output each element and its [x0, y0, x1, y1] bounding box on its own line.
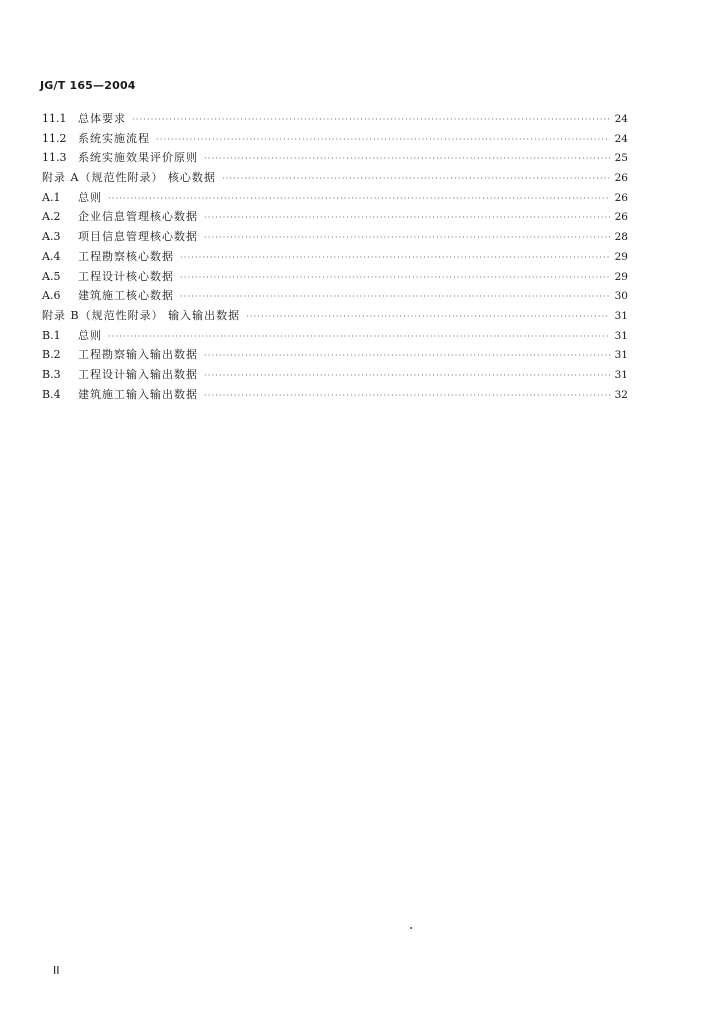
dot-leader	[180, 268, 610, 288]
toc-entry-appendix-a[interactable]	[42, 168, 628, 188]
toc-entry-page: 26	[614, 191, 628, 204]
toc-entry-number: A.6	[42, 289, 61, 303]
toc-entry-title: 附录 B（规范性附录） 输入输出数据	[42, 308, 241, 322]
toc-entry-number: 11.3	[42, 151, 67, 165]
toc-entry[interactable]	[42, 247, 628, 267]
toc-entry-number: 11.1	[42, 112, 67, 125]
toc-entry-page: 24	[614, 132, 628, 145]
page-number: II	[53, 964, 60, 977]
toc-entry[interactable]	[42, 188, 628, 208]
toc-entry[interactable]	[42, 129, 628, 149]
toc-entry-number: A.4	[42, 249, 61, 263]
toc-entry[interactable]	[42, 365, 628, 385]
toc-entry[interactable]	[42, 109, 628, 129]
toc-entry-title: 工程勘察核心数据	[78, 249, 174, 263]
toc-entry[interactable]	[42, 148, 628, 168]
dot-leader	[180, 248, 610, 268]
toc-entry[interactable]	[42, 207, 628, 227]
toc-entry-number: A.2	[42, 210, 61, 224]
dot-leader	[156, 130, 610, 150]
toc-entry[interactable]	[42, 286, 628, 306]
toc-entry-page: 30	[614, 290, 628, 303]
dot-leader	[204, 208, 610, 228]
dot-leader	[180, 287, 610, 307]
toc-entry-title: 建筑施工核心数据	[78, 289, 174, 303]
toc-entry-page: 28	[614, 231, 628, 244]
dot-leader	[132, 110, 610, 130]
dot-leader	[204, 366, 610, 386]
scan-speck	[410, 927, 412, 929]
table-of-contents	[42, 109, 628, 404]
toc-entry-title: 总则	[78, 190, 102, 204]
dot-leader	[204, 386, 610, 406]
toc-entry-page: 25	[614, 152, 628, 165]
toc-entry-number: A.3	[42, 230, 61, 244]
standard-code: JG/T 165—2004	[40, 79, 136, 92]
toc-entry[interactable]	[42, 385, 628, 405]
toc-entry-number: A.1	[42, 190, 61, 204]
toc-entry-page: 31	[614, 309, 628, 322]
toc-entry-page: 24	[614, 113, 628, 125]
toc-entry-number: B.4	[42, 387, 61, 401]
dot-leader	[108, 189, 610, 209]
dot-leader	[222, 169, 610, 189]
toc-entry-appendix-b[interactable]	[42, 306, 628, 326]
toc-entry-number: A.5	[42, 269, 61, 283]
toc-entry[interactable]	[42, 267, 628, 287]
toc-entry[interactable]	[42, 345, 628, 365]
dot-leader	[204, 149, 610, 169]
toc-entry-page: 26	[614, 211, 628, 224]
dot-leader	[246, 307, 610, 327]
toc-entry-title: 系统实施流程	[78, 131, 150, 145]
toc-entry-page: 31	[614, 368, 628, 381]
toc-entry-title: 系统实施效果评价原则	[78, 151, 198, 165]
toc-entry-page: 29	[614, 250, 628, 263]
dot-leader	[204, 228, 610, 248]
toc-entry-page: 32	[614, 388, 628, 401]
toc-entry-number: 11.2	[42, 131, 67, 145]
toc-entry-title: 总则	[78, 328, 102, 342]
toc-entry-title: 工程设计输入输出数据	[78, 367, 198, 381]
toc-entry-page: 26	[614, 172, 628, 185]
toc-entry-title: 工程勘察输入输出数据	[78, 348, 198, 362]
toc-entry-page: 29	[614, 270, 628, 283]
toc-entry-number: B.1	[42, 328, 61, 342]
toc-entry-number: B.3	[42, 367, 61, 381]
dot-leader	[204, 346, 610, 366]
toc-entry-page: 31	[614, 349, 628, 362]
toc-entry-title: 企业信息管理核心数据	[78, 210, 198, 224]
toc-entry[interactable]	[42, 227, 628, 247]
toc-entry-page: 31	[614, 329, 628, 342]
toc-entry[interactable]	[42, 326, 628, 346]
toc-entry-title: 项目信息管理核心数据	[78, 230, 198, 244]
toc-entry-title: 工程设计核心数据	[78, 269, 174, 283]
toc-entry-title: 附录 A（规范性附录） 核心数据	[42, 171, 216, 185]
toc-entry-number: B.2	[42, 348, 61, 362]
toc-entry-title: 建筑施工输入输出数据	[78, 387, 198, 401]
dot-leader	[108, 327, 610, 347]
toc-entry-title: 总体要求	[78, 112, 126, 125]
